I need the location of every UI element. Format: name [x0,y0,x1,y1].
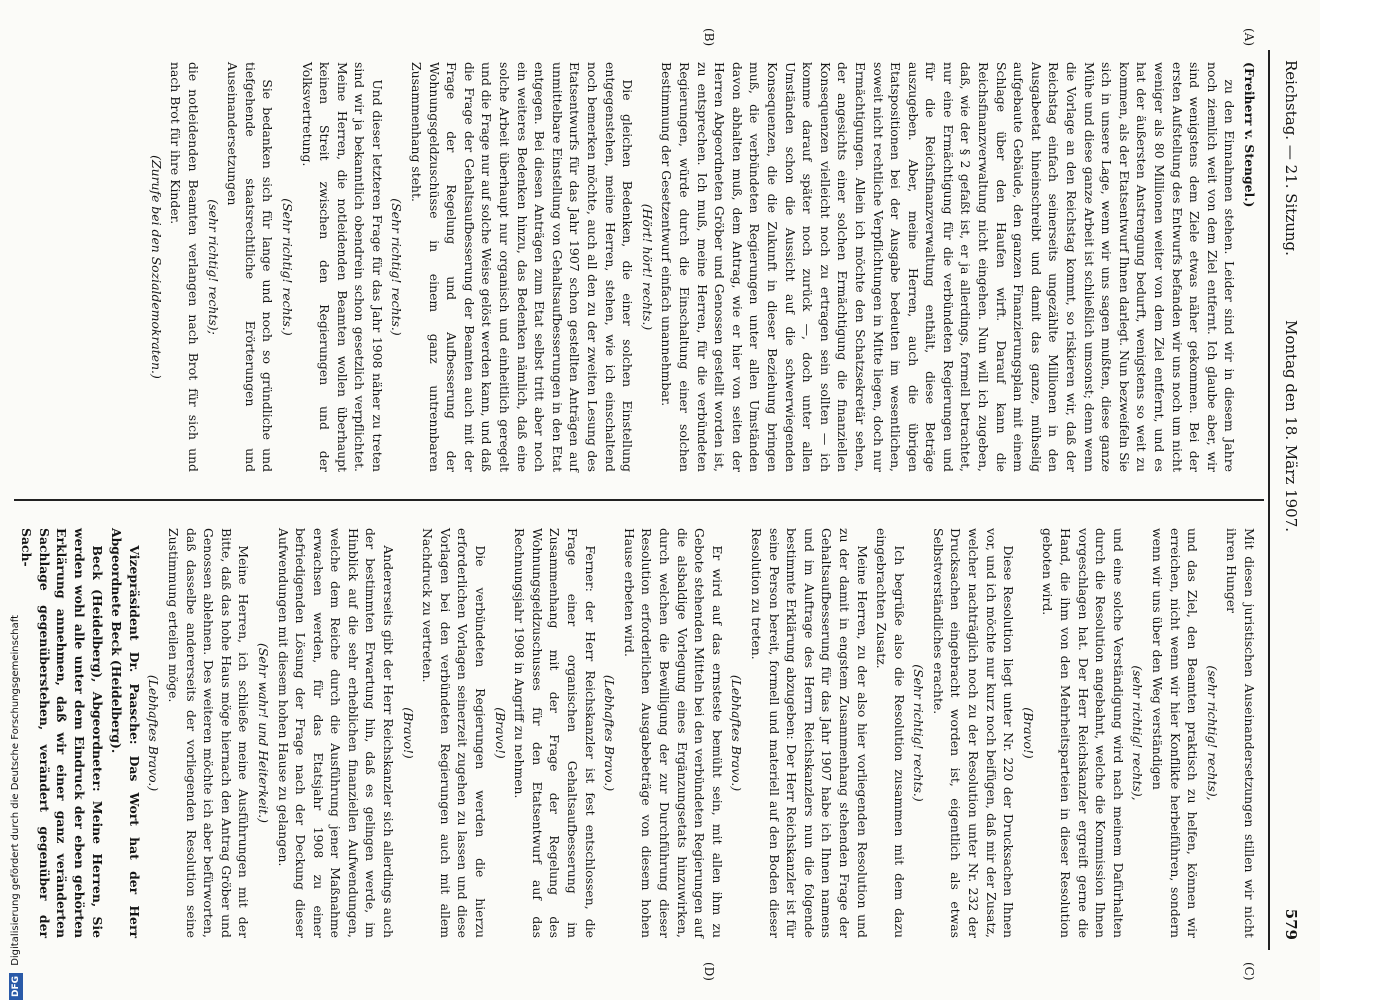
paragraph: (sehr richtig! rechts), [1204,665,1220,801]
credit-text: Digitalisierung gefördert durch die Deutsche Forschungsgemeinschaft [10,614,21,966]
paragraph: Er wird auf das ernsteste bemüht sein, mit allen ihm zu Gebote stehenden Mitteln bei den verbündeten Regierungen auf die alsbaldige Vorlegung eines Ergänzungsetats hinzuwirken, durch welchen die Bewilligung der zur Durchführung dieser Resolution erforderlichen Ausgabebeträge von diesem hohen Hause erbeten wird. [621,528,725,938]
paragraph: Ferner: der Herr Reichskanzler ist fest entschlossen, die Frage einer organischen Gehaltsaufbesserung im Zusammenhang mit der Frage der Regelung des Wohnungsgeldzuschusses für den Etatsentwurf auf das Rechnungsjahr 1908 in Angriff zu nehmen. [512,528,598,938]
paragraph: (Sehr wahr! und Heiterkeit.) [255,642,271,824]
right-column [16,528,1258,938]
margin-mark-c: (C) [1242,962,1256,981]
margin-mark-a: (A) [1242,28,1256,47]
paragraph: Die gleichen Bedenken, die einer solchen Einstellung entgegenstehen, meine Herren, stehen, wie ich einschaltend noch bemerken möchte, auch all den zu der zweiten Lesung des Etatsentwurfs für das Jahr 1907 schon gestellten Anträgen auf unmittelbare Einstellung von Gehaltsaufbesserungen in den Etat entgegen. Bei diesen Anträgen zum Etat selbst tritt aber noch ein weiteres Bedenken hinzu, das Bedenken nämlich, daß eine solche Arbeit überhaupt nur organisch und einheitlich geregelt und die Frage nur auf solche Weise gelöst werden kann, und daß die Frage der Gehaltsaufbesserung der Beamten auch mit der Frage der Regelung und Aufbesserung der Wohnungsgeldzuschüsse in einem ganz untrennbaren Zusammenhang steht. [409,62,636,472]
paragraph: (Sehr richtig! rechts.) [279,198,295,336]
column-rule [14,499,1264,501]
header-date: Montag den 18. März 1907. [1282,320,1300,533]
paragraph: (Lebhaftes Bravo.) [146,674,162,792]
header-left: Reichstag. — 21. Sitzung. [1282,60,1300,256]
paragraph: (sehr richtig! rechts), [1130,665,1146,801]
paragraph: Beck (Heidelberg), Abgeordneter: Meine Herren, Sie werden wohl alle unter dem Eindruck der eben gehörten Erklärung annehmen, daß wir einer ganz veränderten Sachlage gegenüberstehen, verändert gegenüber der Sach- [19,528,105,938]
paragraph: die notleidenden Beamten verlangen nach Brot für sich und nach Brot für ihre Kinder. [168,62,201,472]
margin-mark-d: (D) [702,962,716,981]
dfg-logo: DFG [9,973,23,1000]
paragraph: Meine Herren, zu der also hier vorliegenden Resolution und zu der damit in engstem Zusammenhang stehenden Frage der Gehaltsaufbesserung für das Jahr 1907 habe ich Ihnen namens und im Auftrage des Herrn Reichskanzlers nun die folgende bestimmte Erklärung abzugeben: Der Herr Reichskanzler ist für seine Person bereit, formell und materiell auf den Boden dieser Resolution zu treten. [748,528,870,938]
paragraph: Meine Herren, ich schließe meine Ausführungen mit der Bitte, daß das hohe Haus möge hiernach den Antrag Gröber und Genossen ablehnen. Des weiteren möchte ich aber befürworten, daß dasselbe andererseits der vorliegenden Resolution seine Zustimmung erteilen möge. [165,528,252,938]
paragraph: (Hört! hört! rechts.) [639,203,655,331]
paragraph: (Lebhaftes Bravo.) [729,674,745,792]
paragraph: (Zurufe bei den Sozialdemokraten.) [148,155,164,379]
paragraph: (Bravo!) [1020,707,1036,759]
paragraph: (Sehr richtig! rechts.) [911,664,927,802]
paragraph: Die verbündeten Regierungen werden die hierzu erforderlichen Vorlagen seinerzeit zugehen zu lassen und diese Vorlagen bei den verbündeten Regierungen auch mit allem Nachdruck zu vertreten. [420,528,489,938]
paragraph: Sie bedanken sich für lange und noch so gründliche und tiefgehende staatsrechtliche Erörterungen und Auseinandersetzungen [225,62,276,472]
margin-mark-b: (B) [702,28,716,47]
paragraph: und das Ziel, den Beamten praktisch zu helfen, können wir erreichen, nicht wenn wir hier Konflikte herbeiführen, sondern wenn wir uns über den Weg verständigen [1150,528,1201,938]
paragraph: Und dieser letzteren Frage für das Jahr 1908 näher zu treten sind wir ja bekanntlich obendrein schon gesetzlich verpflichtet. Meine Herren, die notleidenden Beamten wollen überhaupt keinen Streit zwischen den Regierungen und der Volksvertretung. [299,62,385,472]
paragraph: (Sehr richtig! rechts.) [389,198,405,336]
paragraph: Diese Resolution liegt unter Nr. 220 der Drucksachen Ihnen vor, und ich möchte nur kurz noch beifügen, daß mir der Zusatz, welcher nachträglich noch zu der Resolution unter Nr. 232 der Drucksachen eingebracht worden ist, eigentlich als etwas Selbstverständliches erachte. [930,528,1017,938]
paragraph: Andererseits gibt der Herr Reichskanzler sich allerdings auch der bestimmten Erwartung hin, daß es gelingen werde, im Hinblick auf die sehr erheblichen finanziellen Aufwendungen, welche dem Reiche durch die Ausführung jener Maßnahme erwachsen werden, für das Etatsjahr 1908 zu einer befriedigenden Lösung der Frage nach der Deckung dieser Aufwendungen mit diesem hohen Hause zu gelangen. [275,528,397,938]
page-header [1272,60,1300,940]
paragraph: Vizepräsident Dr. Paasche: Das Wort hat der Herr Abgeordnete Beck (Heidelberg). [109,528,142,938]
left-column [145,62,1258,472]
paragraph: zu den Einnahmen stehen. Leider sind wir in diesem Jahre noch ziemlich weit von dem Ziel entfernt. Ich glaube aber, wir sind wenigstens dem Ziele etwas näher gekommen. Bei der ersten Aufstellung des Entwurfs befanden wir uns noch um nicht weniger als 80 Millionen weiter von dem Ziel entfernt, und es hat der äußersten Anstrengung bedurft, wenigstens so weit zu kommen, als der Etatsentwurf Ihnen darlegt. Nun bezweifeln Sie sich in unsere Lage, wenn wir uns sagen mußten, diese ganze Mühe und diese ganze Arbeit ist schließlich umsonst; denn wenn die Vorlage an den Reichstag kommt, so riskieren wir, daß der Reichstag einfach seinerseits ungezählte Millionen in den Ausgabeetat hineinschreibt und damit das ganze, mühselig aufgebaute Gebäude, den ganzen Finanzierungsplan mit einem Schlage über den Haufen wirft. Darauf kann die Reichsfinanzverwaltung nicht eingehen. Nun will ich zugeben, daß, wie der § 2 gefaßt ist, er ja allerdings, formell betrachtet, nur eine Ermächtigung für die verbündeten Regierungen und für die Reichsfinanzverwaltung enthält, diese Beträge auszugeben. Aber, meine Herren, auch die übrigen Etatspositionen bei der Ausgabe bedeuten im wesentlichen, soweit nicht rechtliche Verpflichtungen in Mitte liegen, doch nur Ermächtigungen. Allein ich möchte den Schatzsekretär sehen, der angesichts einer solchen Ermächtigung die finanziellen Konsequenzen vielleicht noch zu ertragen sein sollten — ich komme darauf später noch zurück —, doch unter allen Umständen schon die Aussicht auf die schwerwiegenden Konsequenzen, die die Zukunft in dieser Beziehung bringen muß, die verbündeten Regierungen unter allen Umständen davon abhalten muß, dem Antrag, wie er hier von seiten der Herren Abgeordneten Gröber und Genossen gestellt worden ist, zu entsprechen. Ich muß, meine Herren, für die verbündeten Regierungen, würde durch die Einschaltung einer solchen Bestimmung der Gesetzentwurf einfach unannehmbar. [659,62,1238,472]
paragraph: (Bravo!) [492,707,508,759]
digitization-credit [4,0,28,1000]
paragraph: (sehr richtig! rechts); [205,199,221,335]
paragraph: Ich begrüße also die Resolution zusammen mit dem dazu eingebrachten Zusatz. [874,528,907,938]
paragraph: (Freiherr v. Stengel.) [1242,62,1257,208]
paragraph: Mit diesen juristischen Auseinandersetzungen stillen wir nicht ihren Hunger [1224,528,1257,938]
paragraph: (Lebhaftes Bravo.) [602,674,618,792]
paragraph: und eine solche Verständigung wird nach meinem Dafürhalten durch die Resolution angebahnt, welche die Kommission Ihnen vorgeschlagen hat. Der Herr Reichskanzler ergreift gerne die Hand, die ihm von den Mehrheitsparteien in dieser Resolution geboten wird. [1040,528,1126,938]
paragraph: (Bravo!) [400,707,416,759]
page-number: 579 [1282,908,1300,940]
header-rule [1268,50,1270,950]
